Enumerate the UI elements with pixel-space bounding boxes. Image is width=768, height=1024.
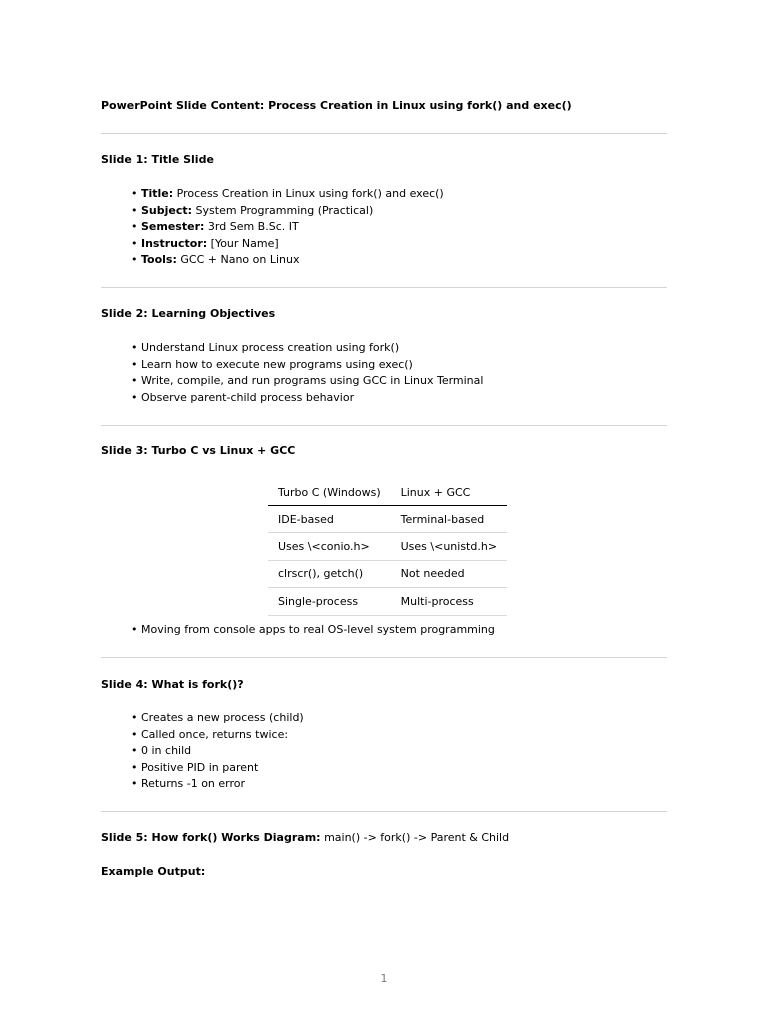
table-row (268, 506, 507, 533)
table-cell: Not needed (391, 560, 507, 587)
list-item: • Title: Process Creation in Linux using fork() and exec() (131, 187, 444, 200)
example-output-heading: Example Output: (101, 865, 206, 878)
slide4-list (131, 710, 304, 793)
divider (101, 811, 667, 812)
divider (101, 133, 667, 134)
list-item: • Instructor: [Your Name] (131, 236, 279, 250)
slide5-label: Slide 5: How fork() Works Diagram: (101, 831, 321, 844)
list-item: • Learn how to execute new programs using exec() (131, 357, 413, 371)
list-item: • Returns -1 on error (131, 777, 246, 790)
table-row (268, 533, 507, 560)
table-cell: clrscr(), getch() (268, 560, 391, 587)
table-row (268, 560, 507, 587)
list-item: • Write, compile, and run programs using GCC in Linux Terminal (131, 374, 484, 387)
slide3-note (131, 622, 495, 639)
table-cell: IDE-based (268, 506, 391, 533)
list-item: • Subject: System Programming (Practical) (131, 203, 374, 217)
table-cell: Terminal-based (391, 506, 507, 533)
divider (101, 287, 667, 288)
table-header-cell: Linux + GCC (391, 479, 507, 506)
table-header-row (268, 479, 507, 506)
comparison-table (268, 479, 507, 616)
slide1-list (131, 186, 444, 269)
list-item: • Observe parent-child process behavior (131, 390, 355, 404)
slide5-text: main() -> fork() -> Parent & Child (324, 831, 510, 844)
table-cell: Uses \<conio.h> (268, 533, 391, 560)
list-item: • 0 in child (131, 744, 192, 757)
list-item: • Understand Linux process creation using fork() (131, 341, 400, 354)
slide2-heading: Slide 2: Learning Objectives (101, 307, 276, 320)
list-item: • Tools: GCC + Nano on Linux (131, 253, 300, 266)
slide2-list (131, 340, 483, 406)
list-item: • Called once, returns twice: (131, 727, 289, 741)
table-row (268, 588, 507, 615)
table-cell: Uses \<unistd.h> (391, 533, 507, 560)
list-item: • Positive PID in parent (131, 760, 259, 774)
divider (101, 425, 667, 426)
list-item: • Semester: 3rd Sem B.Sc. IT (131, 220, 299, 233)
table-cell: Multi-process (391, 588, 507, 615)
page-number: 1 (380, 972, 388, 985)
table-header-cell: Turbo C (Windows) (268, 479, 391, 506)
slide5-line (101, 830, 509, 847)
list-item: • Moving from console apps to real OS-level system programming (131, 623, 495, 636)
slide3-heading: Slide 3: Turbo C vs Linux + GCC (101, 444, 296, 457)
slide4-heading: Slide 4: What is fork()? (101, 678, 244, 691)
list-item: • Creates a new process (child) (131, 711, 304, 724)
document-title: PowerPoint Slide Content: Process Creation in Linux using fork() and exec() (101, 99, 572, 112)
slide1-heading: Slide 1: Title Slide (101, 153, 214, 166)
table-cell: Single-process (268, 588, 391, 615)
divider (101, 657, 667, 658)
